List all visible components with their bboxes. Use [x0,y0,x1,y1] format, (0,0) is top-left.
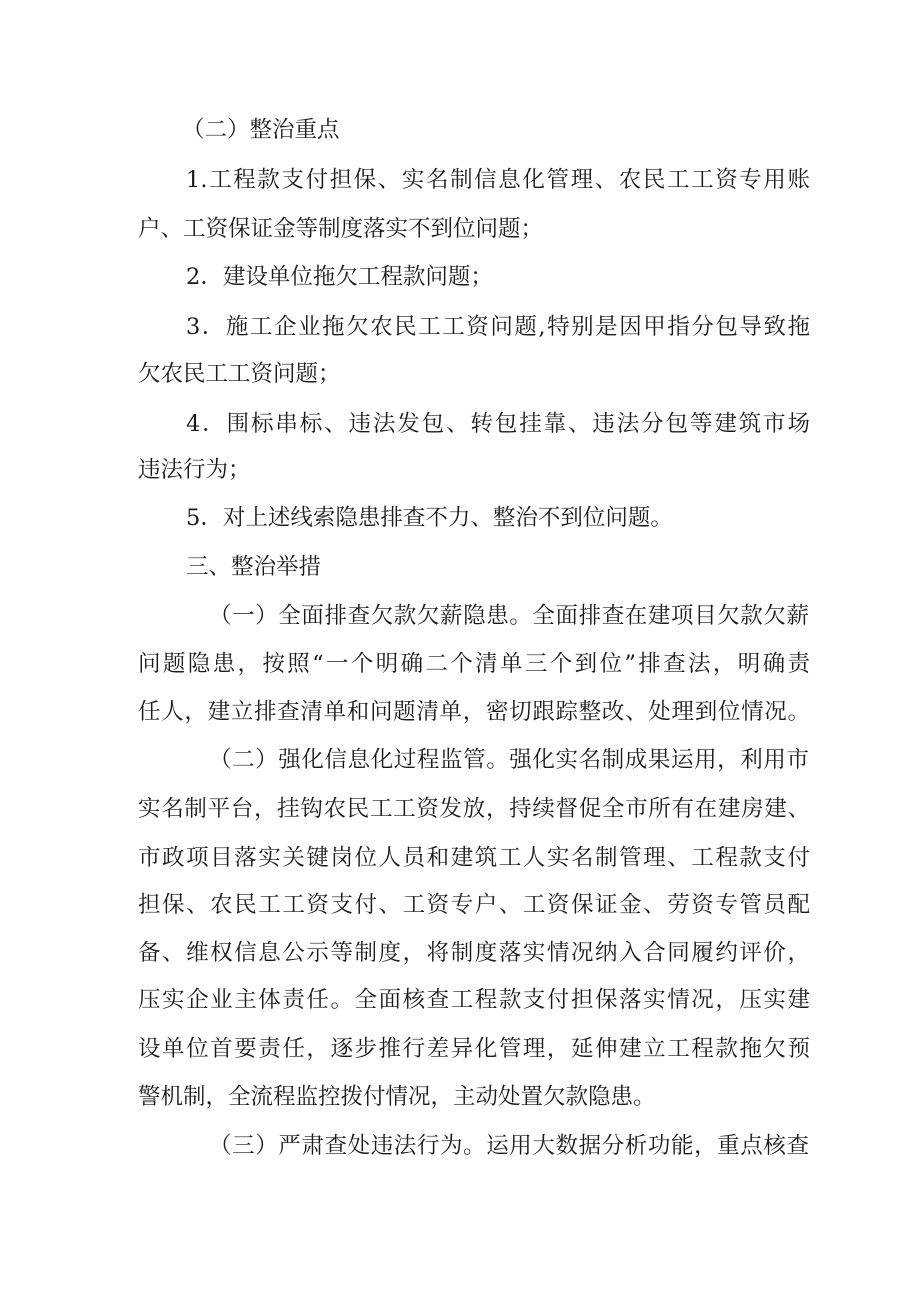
paragraph-line: 市政项目落实关键岗位人员和建筑工人实名制管理、工程款支付 [138,845,810,871]
paragraph-line: 违法行为； [138,457,251,483]
paragraph-line: 1.工程款支付担保、实名制信息化管理、农民工工资专用账 [186,167,810,193]
paragraph-line: 担保、农民工工资支付、工资专户、工资保证金、劳资专管员配 [138,892,810,918]
section-heading-remediation-focus: （二）整治重点 [182,117,340,143]
paragraph-line: 问题隐患，按照“一个明确二个清单三个到位”排查法，明确责 [138,651,810,677]
paragraph-line: 5．对上述线索隐患排查不力、整治不到位问题。 [186,505,673,531]
paragraph-line: 实名制平台，挂钩农民工工资发放，持续督促全市所有在建房建、 [138,796,810,822]
paragraph-line: 压实企业主体责任。全面核查工程款支付担保落实情况，压实建 [138,987,810,1013]
paragraph-line: 2．建设单位拖欠工程款问题； [186,264,493,290]
paragraph-line: 备、维权信息公示等制度，将制度落实情况纳入合同履约评价， [138,940,810,966]
paragraph-line: 欠农民工工资问题； [138,361,341,387]
paragraph-line: 户、工资保证金等制度落实不到位问题； [138,216,544,242]
paragraph-line: 设单位首要责任，逐步推行差异化管理，延伸建立工程款拖欠预 [138,1036,810,1062]
paragraph-line: （三）严肃查处违法行为。运用大数据分析功能，重点核查 [209,1133,809,1159]
paragraph-line: （二）强化信息化过程监管。强化实名制成果运用，利用市 [209,747,809,773]
paragraph-line: 警机制，全流程监控拨付情况，主动处置欠款隐患。 [138,1084,656,1110]
paragraph-line: （一）全面排查欠款欠薪隐患。全面排查在建项目欠款欠薪 [209,603,809,629]
section-heading-measures: 三、整治举措 [186,554,322,580]
paragraph-line: 3．施工企业拖欠农民工工资问题,特别是因甲指分包导致拖 [186,314,810,340]
paragraph-line: 任人，建立排查清单和问题清单，密切跟踪整改、处理到位情况。 [138,699,810,725]
paragraph-line: 4．围标串标、违法发包、转包挂靠、违法分包等建筑市场 [186,411,810,437]
